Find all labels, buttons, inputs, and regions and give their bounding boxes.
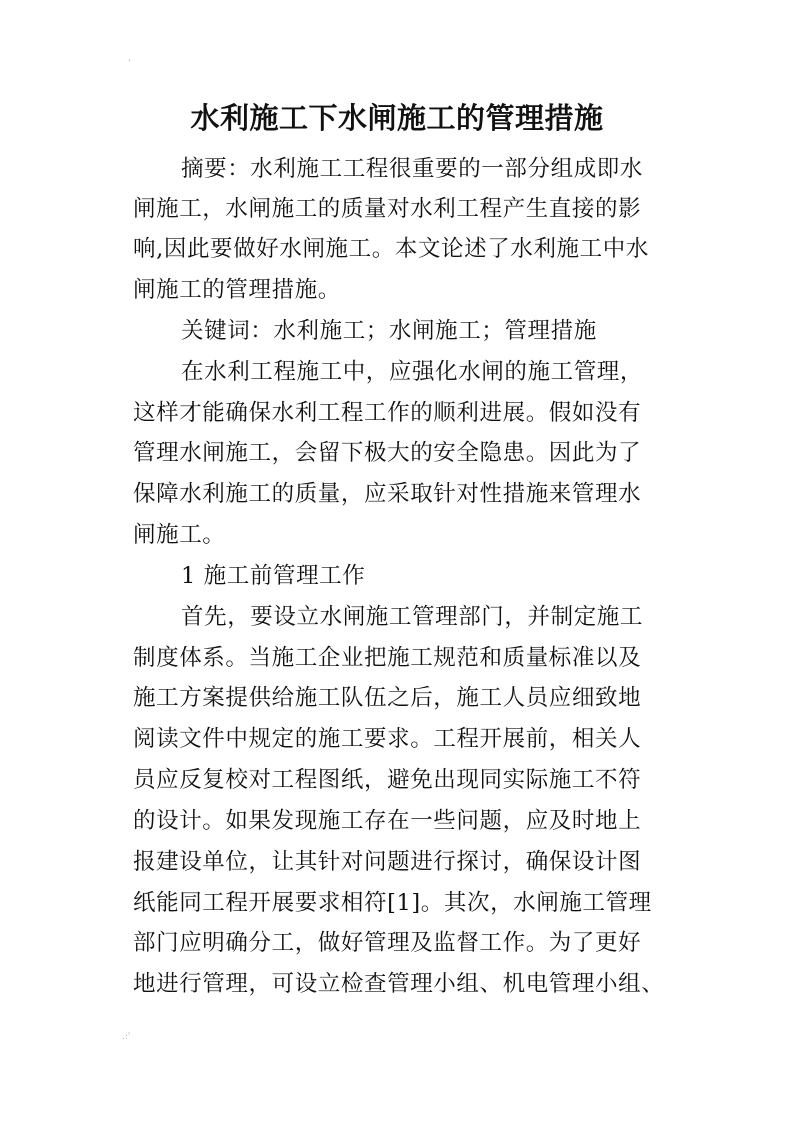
- body-line-8: 纸能同工程开展要求相符[1]。其次，水闸施工管理: [133, 890, 652, 916]
- scan-mark-top: ': [128, 59, 131, 69]
- intro-line-3: 管理水闸施工，会留下极大的安全隐患。因此为了: [133, 440, 642, 466]
- abstract-line-3: 响,因此要做好水闸施工。本文论述了水利施工中水: [133, 236, 649, 262]
- abstract-line-1: 摘要：水利施工工程很重要的一部分组成即水: [181, 156, 644, 182]
- intro-line-5: 闸施工。: [133, 522, 226, 548]
- scan-mark-bottom: .:': [122, 1032, 131, 1042]
- document-title: 水利施工下水闸施工的管理措施: [190, 101, 604, 135]
- body-line-4: 阅读文件中规定的施工要求。工程开展前，相关人: [133, 726, 642, 752]
- body-line-3: 施工方案提供给施工队伍之后，施工人员应细致地: [133, 685, 642, 711]
- body-line-9: 部门应明确分工，做好管理及监督工作。为了更好: [133, 930, 642, 956]
- keywords-line: 关键词：水利施工；水闸施工；管理措施: [181, 318, 597, 344]
- body-line-2: 制度体系。当施工企业把施工规范和质量标准以及: [133, 645, 642, 671]
- intro-line-2: 这样才能确保水利工程工作的顺利进展。假如没有: [133, 400, 642, 426]
- intro-line-4: 保障水利施工的质量，应采取针对性措施来管理水: [133, 481, 642, 507]
- body-line-5: 员应反复校对工程图纸，避免出现同实际施工不符: [133, 767, 642, 793]
- body-line-10: 地进行管理，可设立检查管理小组、机电管理小组、: [133, 971, 665, 997]
- abstract-line-4: 闸施工的管理措施。: [133, 277, 341, 303]
- body-line-1: 首先，要设立水闸施工管理部门，并制定施工: [181, 604, 644, 630]
- body-line-7: 报建设单位，让其针对问题进行探讨，确保设计图: [133, 849, 642, 875]
- intro-line-1: 在水利工程施工中，应强化水闸的施工管理，: [181, 359, 644, 385]
- section-heading: 1 施工前管理工作: [181, 563, 366, 589]
- body-line-6: 的设计。如果发现施工存在一些问题，应及时地上: [133, 808, 642, 834]
- abstract-line-2: 闸施工，水闸施工的质量对水利工程产生直接的影: [133, 196, 642, 222]
